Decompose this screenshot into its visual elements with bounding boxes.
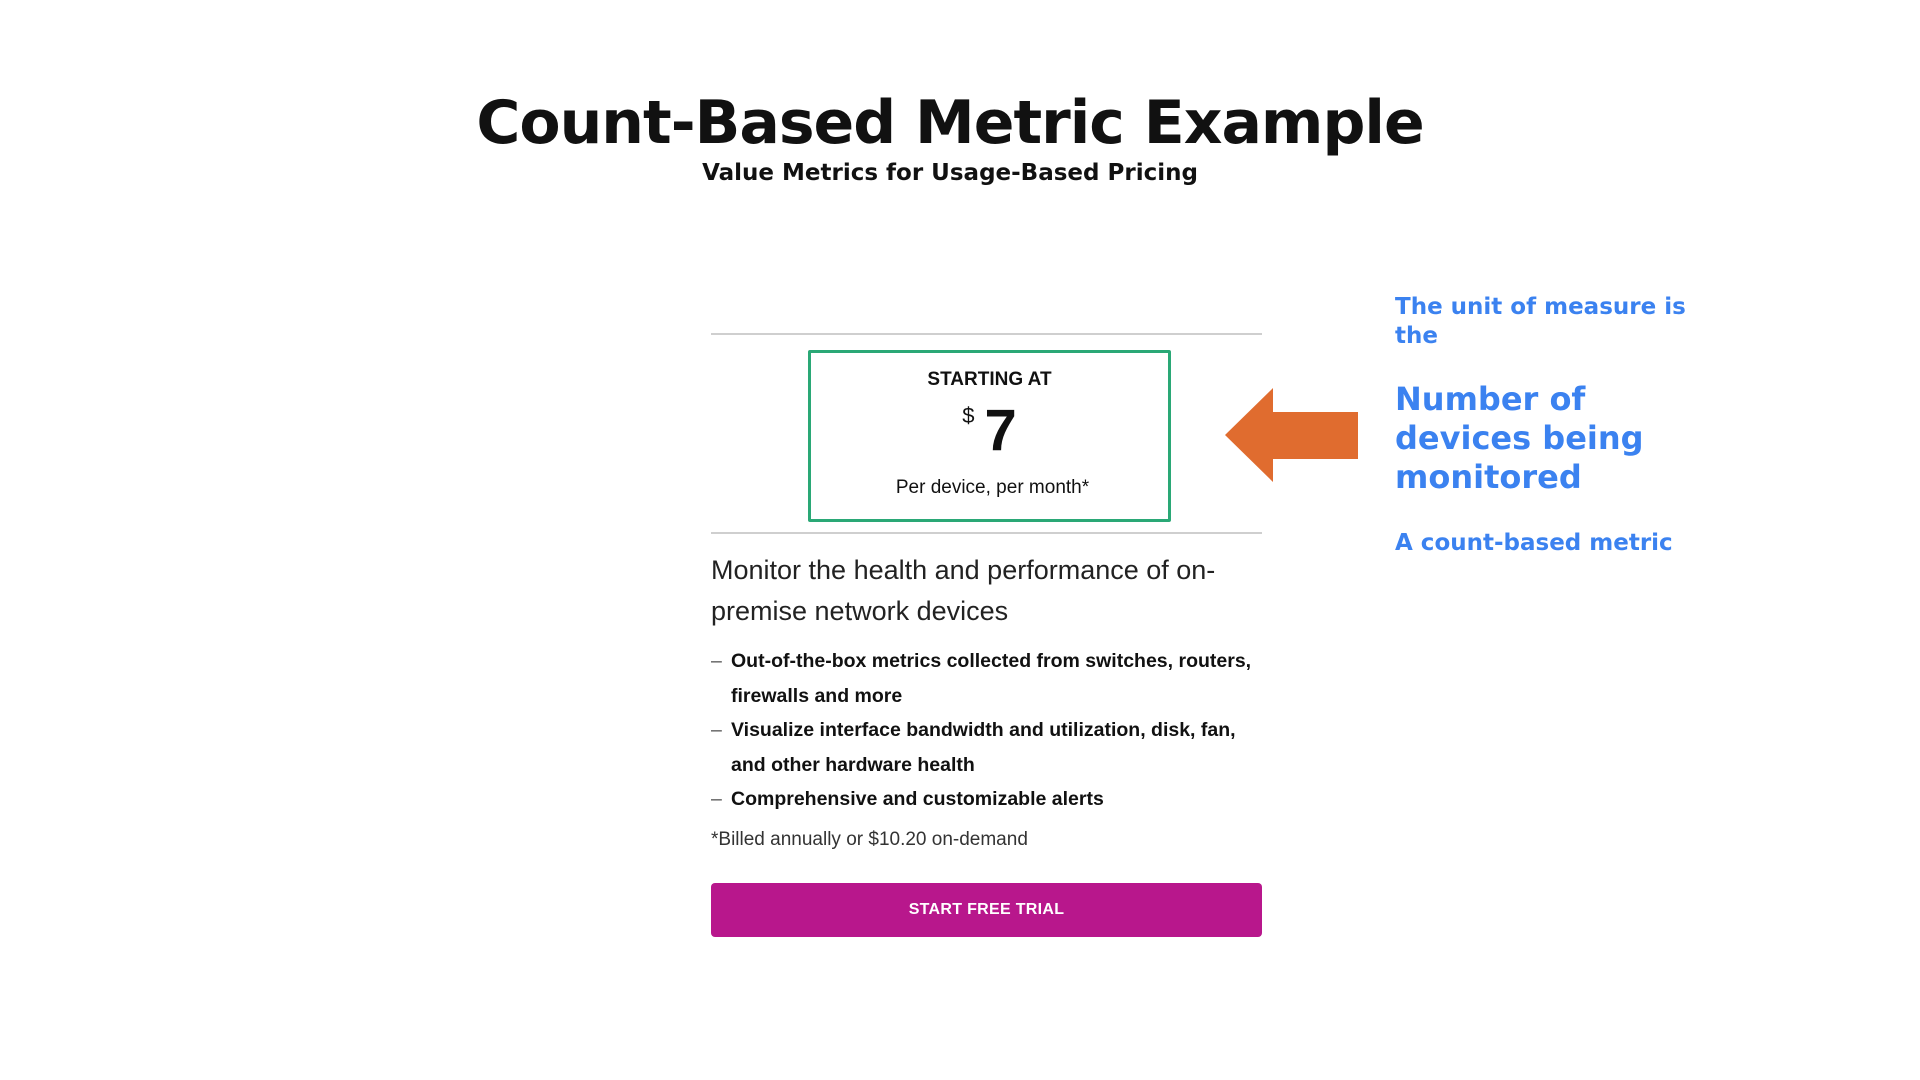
bullet-dash: – [711,719,722,742]
feature-item [711,644,1271,713]
feature-text: Comprehensive and customizable alerts [731,788,1104,811]
bullet-dash: – [711,650,722,672]
start-free-trial-button[interactable]: START FREE TRIAL [711,883,1262,937]
bullet-dash: – [711,788,722,811]
price-unit: Per device, per month* [895,477,1090,498]
price [811,397,1168,464]
price-value: 7 [984,398,1017,463]
slide-subtitle: Value Metrics for Usage-Based Pricing [702,160,1198,186]
feature-text: Visualize interface bandwidth and utilization, disk, fan, and other hardware health [731,719,1236,776]
annotation-intro: The unit of measure is the [1395,294,1686,349]
billing-footnote: *Billed annually or $10.20 on-demand [711,829,1028,850]
starting-at-label: STARTING AT [927,369,1052,390]
divider-top [711,333,1262,335]
annotation-type: A count-based metric [1395,530,1673,556]
slide-title: Count-Based Metric Example [476,88,1424,158]
feature-text: Out-of-the-box metrics collected from switches, routers, firewalls and more [731,650,1252,707]
price-box [808,350,1171,522]
plan-description: Monitor the health and performance of on-premise network devices [711,555,1216,626]
currency-symbol: $ [962,403,975,428]
divider-bottom [711,532,1262,534]
feature-list [711,644,1271,817]
annotation-metric: Number of devices being monitored [1395,380,1644,496]
feature-item [711,713,1271,782]
arrow-left-icon [1225,388,1358,482]
feature-item [711,782,1271,817]
